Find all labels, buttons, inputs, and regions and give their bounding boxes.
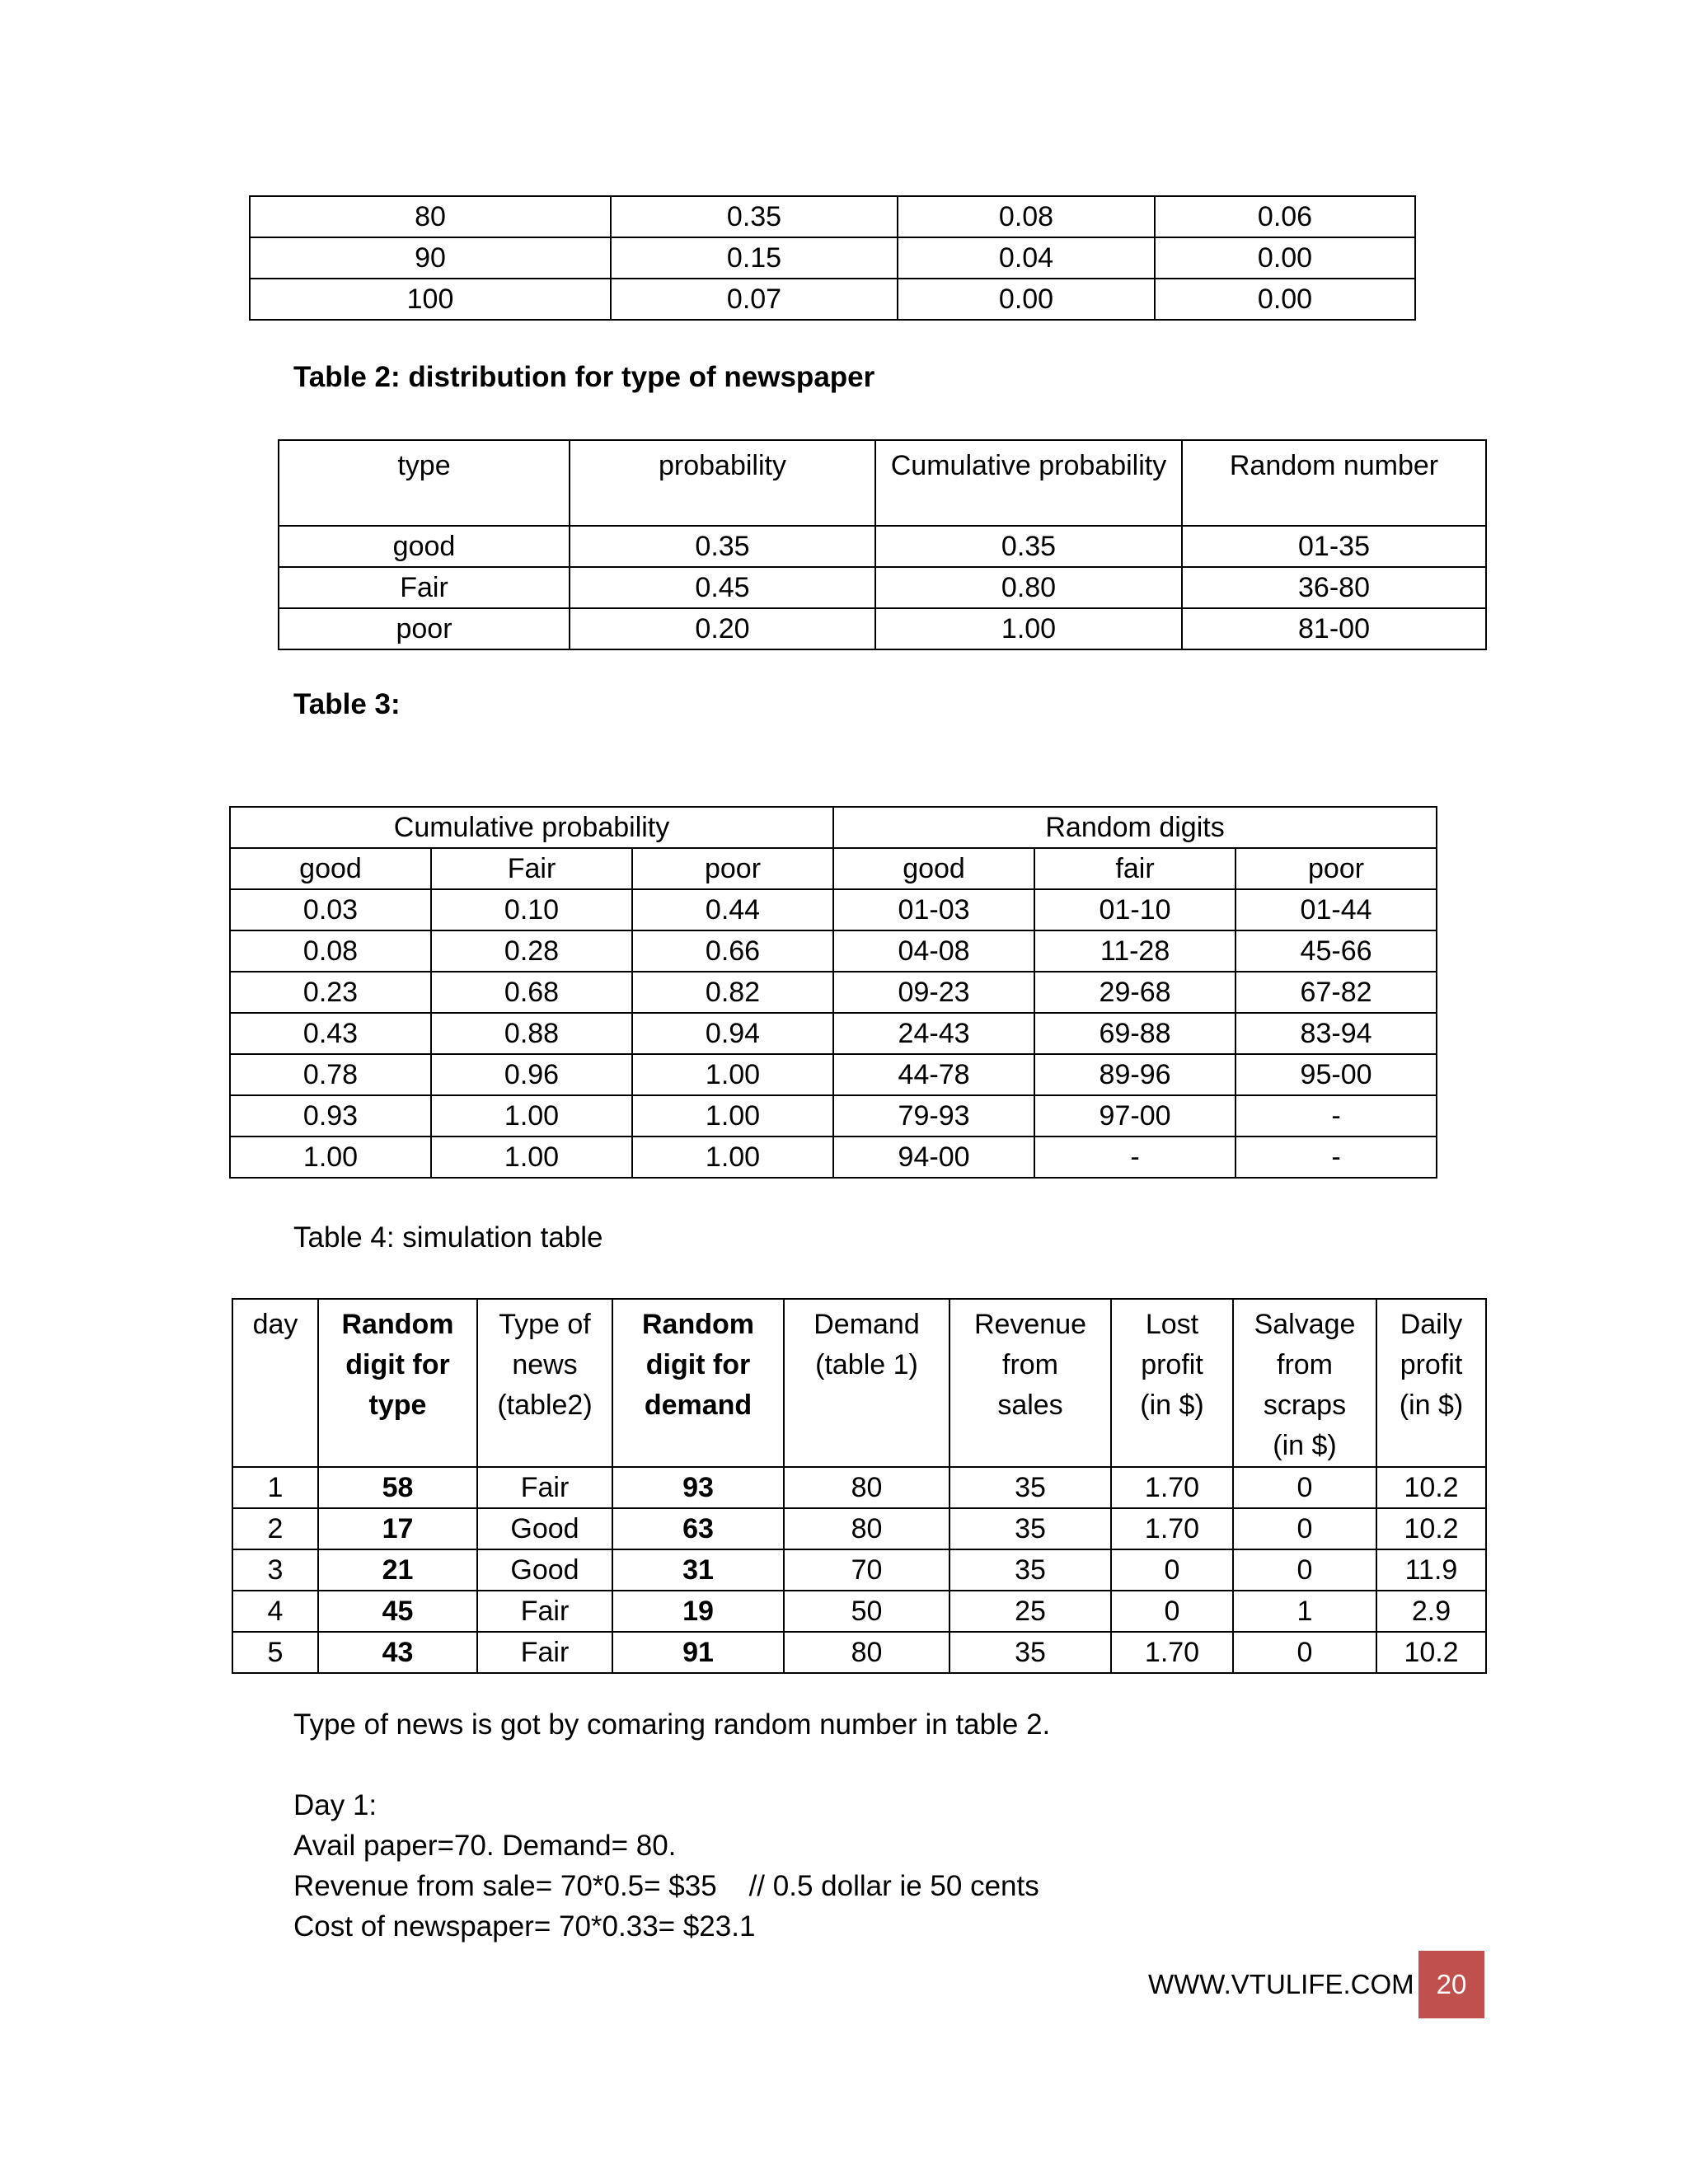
- table-row: [230, 1013, 1437, 1054]
- table-cell: 35: [950, 1632, 1111, 1673]
- column-header: type: [279, 440, 570, 526]
- table-row: [230, 930, 1437, 972]
- table-cell: 1.70: [1111, 1508, 1233, 1549]
- header-line: scraps: [1263, 1390, 1347, 1421]
- table-cell: 0.96: [431, 1054, 632, 1095]
- header-line: (in $): [1140, 1390, 1204, 1421]
- header-line: profit: [1400, 1349, 1463, 1380]
- table-cell: Fair: [477, 1467, 612, 1508]
- cumulative-probability-table: [229, 806, 1437, 1179]
- table-cell: -: [1236, 1095, 1437, 1137]
- table-cell: 43: [318, 1632, 477, 1673]
- column-header-day: [232, 1299, 318, 1467]
- table-cell: 21: [318, 1549, 477, 1591]
- table-group-header-row: [230, 807, 1437, 848]
- table-cell: 58: [318, 1467, 477, 1508]
- day1-line: Revenue from sale= 70*0.5= $35 // 0.5 dollar ie 50 cents: [293, 1870, 1039, 1902]
- table-cell: 89-96: [1034, 1054, 1236, 1095]
- table-cell: 36-80: [1182, 567, 1486, 608]
- table-cell: 0.66: [632, 930, 833, 972]
- table-cell: 35: [950, 1508, 1111, 1549]
- table-cell: 0: [1233, 1549, 1376, 1591]
- table-cell: 100: [250, 279, 611, 320]
- table-cell: 94-00: [833, 1137, 1034, 1178]
- header-line: Salvage: [1254, 1309, 1356, 1340]
- table-cell: 0.20: [570, 608, 875, 649]
- table-cell: 35: [950, 1549, 1111, 1591]
- table-cell: 0.03: [230, 889, 431, 930]
- table-cell: 0.82: [632, 972, 833, 1013]
- header-line: demand: [644, 1390, 753, 1421]
- table-row: [230, 972, 1437, 1013]
- table-cell: 01-03: [833, 889, 1034, 930]
- table-row: [232, 1549, 1486, 1591]
- column-header: Fair: [431, 848, 632, 889]
- table-cell: 5: [232, 1632, 318, 1673]
- demand-distribution-table: [249, 195, 1416, 321]
- table-cell: 11-28: [1034, 930, 1236, 972]
- table-cell: 0.04: [898, 237, 1155, 279]
- table-cell: 2.9: [1376, 1591, 1486, 1632]
- newspaper-type-table: [278, 439, 1487, 650]
- column-header: probability: [570, 440, 875, 526]
- column-header-revenue: [950, 1299, 1111, 1467]
- table-cell: 0.08: [230, 930, 431, 972]
- column-header: poor: [1236, 848, 1437, 889]
- table-cell: 1.00: [632, 1137, 833, 1178]
- table-cell: 25: [950, 1591, 1111, 1632]
- table-row: [232, 1591, 1486, 1632]
- header-line: (table 1): [815, 1349, 918, 1380]
- table-row: [279, 567, 1486, 608]
- table-cell: 0.00: [1155, 237, 1415, 279]
- table3-caption: Table 3:: [293, 688, 401, 720]
- table-cell: 24-43: [833, 1013, 1034, 1054]
- table-row: [232, 1467, 1486, 1508]
- table2-caption: Table 2: distribution for type of newspaper: [293, 361, 875, 393]
- table-cell: 0.00: [898, 279, 1155, 320]
- table-cell: Good: [477, 1508, 612, 1549]
- header-line: digit for: [645, 1349, 751, 1380]
- table-row: [250, 279, 1415, 320]
- table-row: [232, 1508, 1486, 1549]
- column-header-random-demand: [612, 1299, 784, 1467]
- table-cell: 95-00: [1236, 1054, 1437, 1095]
- column-header: fair: [1034, 848, 1236, 889]
- note-text: Type of news is got by comaring random number in table 2.: [293, 1708, 1051, 1741]
- table-cell: good: [279, 526, 570, 567]
- table-cell: 1.70: [1111, 1467, 1233, 1508]
- table-cell: poor: [279, 608, 570, 649]
- table-cell: 0.94: [632, 1013, 833, 1054]
- table-row: [250, 196, 1415, 237]
- table-cell: Fair: [477, 1591, 612, 1632]
- header-line: news: [512, 1349, 578, 1380]
- table-cell: 63: [612, 1508, 784, 1549]
- table-cell: 01-10: [1034, 889, 1236, 930]
- table-cell: 01-35: [1182, 526, 1486, 567]
- table-cell: 4: [232, 1591, 318, 1632]
- column-header-daily-profit: [1376, 1299, 1486, 1467]
- table-cell: 0.35: [611, 196, 898, 237]
- table-cell: 1.00: [230, 1137, 431, 1178]
- table-cell: 0: [1111, 1549, 1233, 1591]
- table-cell: 67-82: [1236, 972, 1437, 1013]
- table-cell: 0.23: [230, 972, 431, 1013]
- table-cell: 31: [612, 1549, 784, 1591]
- table-row: [250, 237, 1415, 279]
- table-cell: 79-93: [833, 1095, 1034, 1137]
- table-cell: 10.2: [1376, 1467, 1486, 1508]
- table-cell: 90: [250, 237, 611, 279]
- column-header: good: [230, 848, 431, 889]
- table-cell: 1.00: [632, 1054, 833, 1095]
- column-header-random-type: [318, 1299, 477, 1467]
- table-cell: 0.43: [230, 1013, 431, 1054]
- table-cell: 0.78: [230, 1054, 431, 1095]
- day1-line: Cost of newspaper= 70*0.33= $23.1: [293, 1910, 756, 1943]
- table-cell: 0.10: [431, 889, 632, 930]
- table-cell: 0: [1111, 1591, 1233, 1632]
- table-cell: 44-78: [833, 1054, 1034, 1095]
- table-cell: 09-23: [833, 972, 1034, 1013]
- table-cell: 1.70: [1111, 1632, 1233, 1673]
- table-cell: 11.9: [1376, 1549, 1486, 1591]
- table-cell: 1.00: [431, 1137, 632, 1178]
- table-row: [230, 1095, 1437, 1137]
- column-header: poor: [632, 848, 833, 889]
- table-row: [230, 1137, 1437, 1178]
- table-cell: 17: [318, 1508, 477, 1549]
- page-number-badge: 20: [1418, 1951, 1484, 2018]
- table4-caption: Table 4: simulation table: [293, 1221, 603, 1254]
- table-row: [279, 608, 1486, 649]
- table-row: [232, 1632, 1486, 1673]
- table-cell: 80: [784, 1508, 950, 1549]
- header-line: from: [1277, 1349, 1333, 1380]
- table-cell: 35: [950, 1467, 1111, 1508]
- table-cell: 0.06: [1155, 196, 1415, 237]
- column-header-demand: [784, 1299, 950, 1467]
- group-header: Random digits: [833, 807, 1437, 848]
- table-cell: 0.68: [431, 972, 632, 1013]
- table-cell: 04-08: [833, 930, 1034, 972]
- column-header-lost-profit: [1111, 1299, 1233, 1467]
- table-cell: 80: [250, 196, 611, 237]
- header-line: Random: [642, 1309, 754, 1340]
- table-cell: 81-00: [1182, 608, 1486, 649]
- table-cell: 80: [784, 1632, 950, 1673]
- table-cell: 1: [1233, 1591, 1376, 1632]
- header-line: profit: [1141, 1349, 1203, 1380]
- table-cell: 19: [612, 1591, 784, 1632]
- table-cell: 1.00: [431, 1095, 632, 1137]
- table-cell: 1.00: [632, 1095, 833, 1137]
- column-header: Cumulative probability: [875, 440, 1182, 526]
- header-line: digit for: [345, 1349, 450, 1380]
- header-line: (table2): [497, 1390, 593, 1421]
- day1-title: Day 1:: [293, 1789, 377, 1821]
- header-line: sales: [997, 1390, 1063, 1421]
- table-cell: 0.44: [632, 889, 833, 930]
- table-cell: 93: [612, 1467, 784, 1508]
- header-line: Lost: [1145, 1309, 1199, 1340]
- table-cell: -: [1236, 1137, 1437, 1178]
- header-line: type: [368, 1390, 427, 1421]
- table-cell: 10.2: [1376, 1632, 1486, 1673]
- table-cell: 1.00: [875, 608, 1182, 649]
- column-header-type-of-news: [477, 1299, 612, 1467]
- group-header: Cumulative probability: [230, 807, 833, 848]
- column-header-salvage: [1233, 1299, 1376, 1467]
- table-cell: 80: [784, 1467, 950, 1508]
- table-header-row: [232, 1299, 1486, 1467]
- table-cell: 1: [232, 1467, 318, 1508]
- table-header-row: [230, 848, 1437, 889]
- table-row: [230, 889, 1437, 930]
- table-cell: 0.93: [230, 1095, 431, 1137]
- table-cell: 83-94: [1236, 1013, 1437, 1054]
- table-row: [279, 526, 1486, 567]
- table-cell: 0.35: [570, 526, 875, 567]
- table-cell: 91: [612, 1632, 784, 1673]
- table-cell: 50: [784, 1591, 950, 1632]
- table-cell: 3: [232, 1549, 318, 1591]
- table-cell: -: [1034, 1137, 1236, 1178]
- table-cell: 0: [1233, 1467, 1376, 1508]
- table-cell: 0: [1233, 1508, 1376, 1549]
- table-cell: 45: [318, 1591, 477, 1632]
- header-line: day: [252, 1309, 298, 1340]
- simulation-table: [232, 1298, 1487, 1674]
- header-line: Daily: [1400, 1309, 1463, 1340]
- table-cell: 2: [232, 1508, 318, 1549]
- table-cell: 10.2: [1376, 1508, 1486, 1549]
- footer-website: WWW.VTULIFE.COM: [1148, 1969, 1414, 1999]
- table-cell: 0.28: [431, 930, 632, 972]
- table-cell: Fair: [279, 567, 570, 608]
- table-cell: Fair: [477, 1632, 612, 1673]
- header-line: Revenue: [973, 1309, 1087, 1340]
- column-header: good: [833, 848, 1034, 889]
- table-row: [230, 1054, 1437, 1095]
- table-cell: 01-44: [1236, 889, 1437, 930]
- table-cell: 29-68: [1034, 972, 1236, 1013]
- header-line: (in $): [1399, 1390, 1464, 1421]
- table-cell: 70: [784, 1549, 950, 1591]
- table-cell: 0.07: [611, 279, 898, 320]
- header-line: Demand: [814, 1309, 920, 1340]
- table-cell: 0.35: [875, 526, 1182, 567]
- table-cell: 0.45: [570, 567, 875, 608]
- table-cell: 69-88: [1034, 1013, 1236, 1054]
- table-cell: 0.15: [611, 237, 898, 279]
- table-cell: 97-00: [1034, 1095, 1236, 1137]
- header-line: Random: [341, 1309, 454, 1340]
- table-cell: 45-66: [1236, 930, 1437, 972]
- day1-block: [293, 1785, 1039, 1947]
- day1-line: Avail paper=70. Demand= 80.: [293, 1830, 677, 1862]
- table-header-row: [279, 440, 1486, 526]
- table-cell: 0.08: [898, 196, 1155, 237]
- header-line: Type of: [499, 1309, 591, 1340]
- table-cell: 0.88: [431, 1013, 632, 1054]
- table-cell: Good: [477, 1549, 612, 1591]
- header-line: (in $): [1273, 1430, 1337, 1461]
- column-header: Random number: [1182, 440, 1486, 526]
- table-cell: 0.80: [875, 567, 1182, 608]
- table-cell: 0.00: [1155, 279, 1415, 320]
- table-cell: 0: [1233, 1632, 1376, 1673]
- header-line: from: [1002, 1349, 1058, 1380]
